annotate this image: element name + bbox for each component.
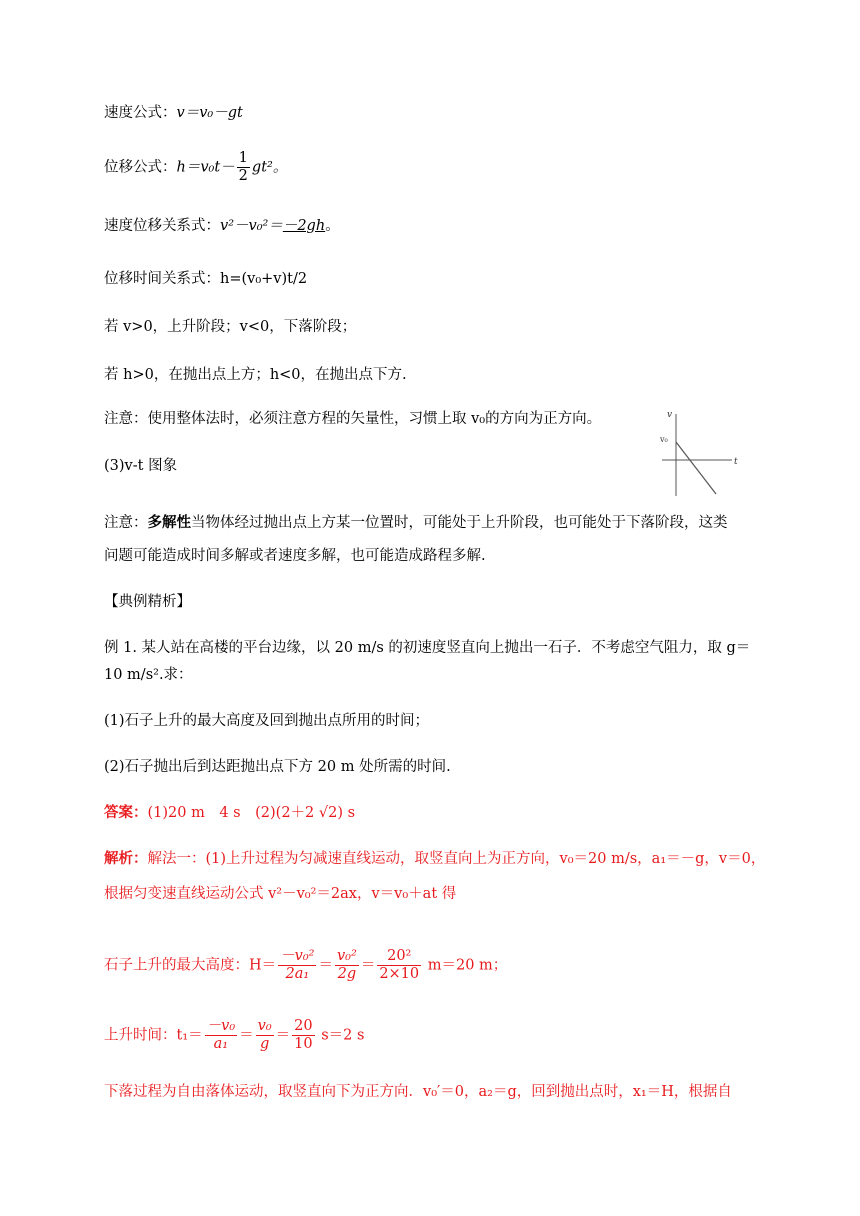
displacement-time-formula: 位移时间关系式：h=(v₀+v)t/2 [104,271,308,287]
max-height-equation: 石子上升的最大高度：H＝ $\frac{\text{－v₀²}}{\text{2a₁}}$ ＝ $\frac{\text{v₀²}}{2g}$ ＝ $\frac{\text{20²}}{2\times 10}$ m＝20 m； [104,948,508,982]
vt-graph-v-label: v [667,410,673,420]
displacement-formula: 位移公式：h＝v₀t－ $\frac{1}{2}$ gt²。 [104,150,288,184]
velocity-displacement-formula: 速度位移关系式：v²－v₀²＝－2gh。 [104,218,340,234]
answer: 答案：(1)20 m 4 s (2)(2＋2 √2) s [104,804,356,821]
note-multiple-solutions-cont: 问题可能造成时间多解或者速度多解，也可能造成路程多解. [104,548,486,564]
rise-time-equation: 上升时间：t₁＝ $\frac{\text{－v₀}}{\text{a₁}}$ ＝ $\frac{\text{v₀}}{g}$ ＝ $\frac{20}{10}$ s＝2 s [104,1018,365,1052]
condition-height: 若 h>0，在抛出点上方；h<0，在抛出点下方. [104,367,407,383]
example-question-cont: 10 m/s².求： [104,667,193,683]
note-vector: 注意：使用整体法时，必须注意方程的矢量性，习惯上取 v₀的方向为正方向。 [104,411,602,427]
example-sub-question-2: (2)石子抛出后到达距抛出点下方 20 m 处所需的时间. [104,759,451,775]
analysis-line-1: 解析：解法一：(1)上升过程为匀减速直线运动，取竖直向上为正方向，v₀＝20 m/s，a₁＝－g，v＝0， [104,850,766,867]
vt-graph-heading: (3)v-t 图象 [104,458,178,474]
vt-graph-v0-label: v₀ [660,435,668,444]
note-multiple-solutions: 注意：多解性当物体经过抛出点上方某一位置时，可能处于上升阶段，也可能处于下落阶段，这类 [104,514,728,531]
condition-velocity: 若 v>0，上升阶段；v<0，下落阶段； [104,319,357,335]
fall-process-line: 下落过程为自由落体运动，取竖直向下为正方向．v₀′＝0，a₂＝g，回到抛出点时，x₁＝H，根据自 [104,1084,732,1100]
analysis-line-2: 根据匀变速直线运动公式 v²－v₀²＝2ax，v＝v₀＋at 得 [104,886,457,902]
half-fraction: $\frac{1}{2}$ [238,150,248,184]
section-title: 【典例精析】 [104,594,191,610]
vt-graph-line [676,442,716,494]
vt-graph-t-label: t [734,457,738,467]
velocity-formula: 速度公式：v＝v₀－gt [104,105,243,121]
vt-graph [656,408,746,498]
example-sub-question-1: (1)石子上升的最大高度及回到抛出点所用的时间； [104,713,430,729]
example-question: 例 1. 某人站在高楼的平台边缘，以 20 m/s 的初速度竖直向上抛出一石子．不考虑空气阻力，取 g＝ [104,640,751,656]
